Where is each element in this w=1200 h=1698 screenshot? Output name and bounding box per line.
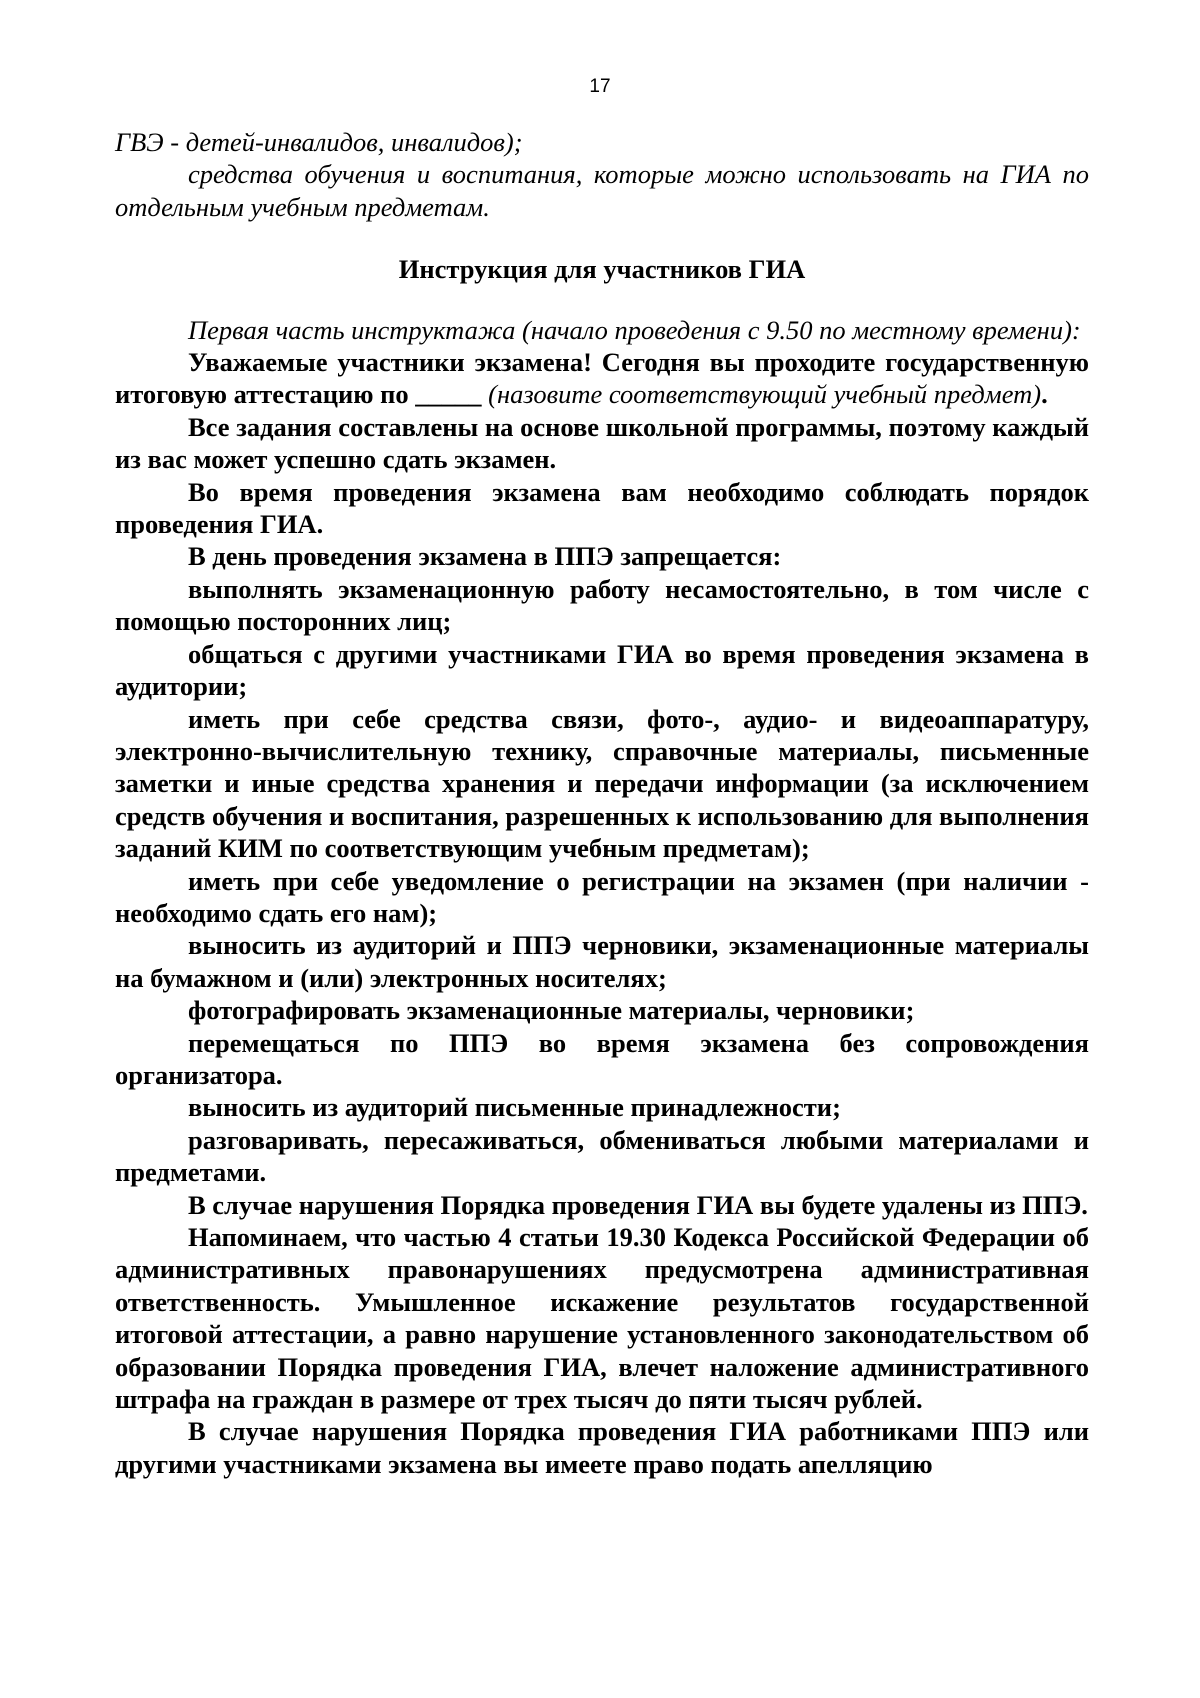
list-item: общаться с другими участниками ГИА во время проведения экзамена в аудитории; xyxy=(115,638,1089,702)
list-item: перемещаться по ППЭ во время экзамена без сопровождения организатора. xyxy=(115,1027,1089,1090)
greeting-bold-text: Уважаемые участники экзамена! Сегодня вы проходите государственную итоговую аттестацию по _____ xyxy=(115,347,1089,410)
list-item: выполнять экзаменационную работу несамостоятельно, в том числе с помощью посторонних лиц; xyxy=(115,573,1089,637)
paragraph-learning-aids: средства обучения и воспитания, которые можно использовать на ГИА по отдельным учебным предметам. xyxy=(115,159,1089,222)
list-item: фотографировать экзаменационные материалы, черновики; xyxy=(188,995,915,1026)
paragraph-gve: ГВЭ - детей-инвалидов, инвалидов); xyxy=(115,127,523,157)
paragraph-procedure: Во время проведения экзамена вам необходимо соблюдать порядок проведения ГИА. xyxy=(115,476,1089,540)
list-item: иметь при себе уведомление о регистрации на экзамен (при наличии - необходимо сдать его нам); xyxy=(115,865,1089,928)
paragraph-removal-warning: В случае нарушения Порядка проведения ГИА вы будете удалены из ППЭ. xyxy=(188,1189,1088,1220)
paragraph-tasks: Все задания составлены на основе школьной программы, поэтому каждый из вас может успешно сдать экзамен. xyxy=(115,411,1089,475)
greeting-end: . xyxy=(1041,379,1048,410)
list-item: иметь при себе средства связи, фото-, аудио- и видеоаппаратуру, электронно-вычислительную технику, справочные материалы, письменные заметки и иные средства хранения и передачи информации (за исключением средств обучения и воспитания, разрешенных к использованию для выполнения заданий КИМ по соответствующим учебным предметам); xyxy=(115,703,1089,864)
section-title: Инструкция для участников ГИА xyxy=(398,254,806,285)
paragraph-appeal: В случае нарушения Порядка проведения ГИА работниками ППЭ или другими участниками экзамена вы имеете право подать апелляцию xyxy=(115,1416,1089,1479)
list-item: выносить из аудиторий письменные принадлежности; xyxy=(188,1092,841,1123)
greeting-italic-note: (назовите соответствующий учебный предмет) xyxy=(488,379,1042,410)
paragraph-greeting xyxy=(115,346,1089,411)
document-body xyxy=(115,126,1089,1480)
list-item: выносить из аудиторий и ППЭ черновики, экзаменационные материалы на бумажном и (или) электронных носителях; xyxy=(115,930,1089,993)
list-item: разговаривать, пересаживаться, обмениваться любыми материалами и предметами. xyxy=(115,1124,1089,1188)
paragraph-legal-reminder: Напоминаем, что частью 4 статьи 19.30 Кодекса Российской Федерации об административных правонарушениях предусмотрена административная ответственность. Умышленное искажение результатов государственной итоговой аттестации, а равно нарушение установленного законодательством об образовании Порядка проведения ГИА, влечет наложение административного штрафа на граждан в размере от трех тысяч до пяти тысяч рублей. xyxy=(115,1222,1089,1415)
paragraph-prohibited-heading: В день проведения экзамена в ППЭ запрещается: xyxy=(188,541,782,572)
paragraph-briefing-part-one: Первая часть инструктажа (начало проведения с 9.50 по местному времени): xyxy=(188,314,1081,345)
page-number: 17 xyxy=(589,76,611,97)
